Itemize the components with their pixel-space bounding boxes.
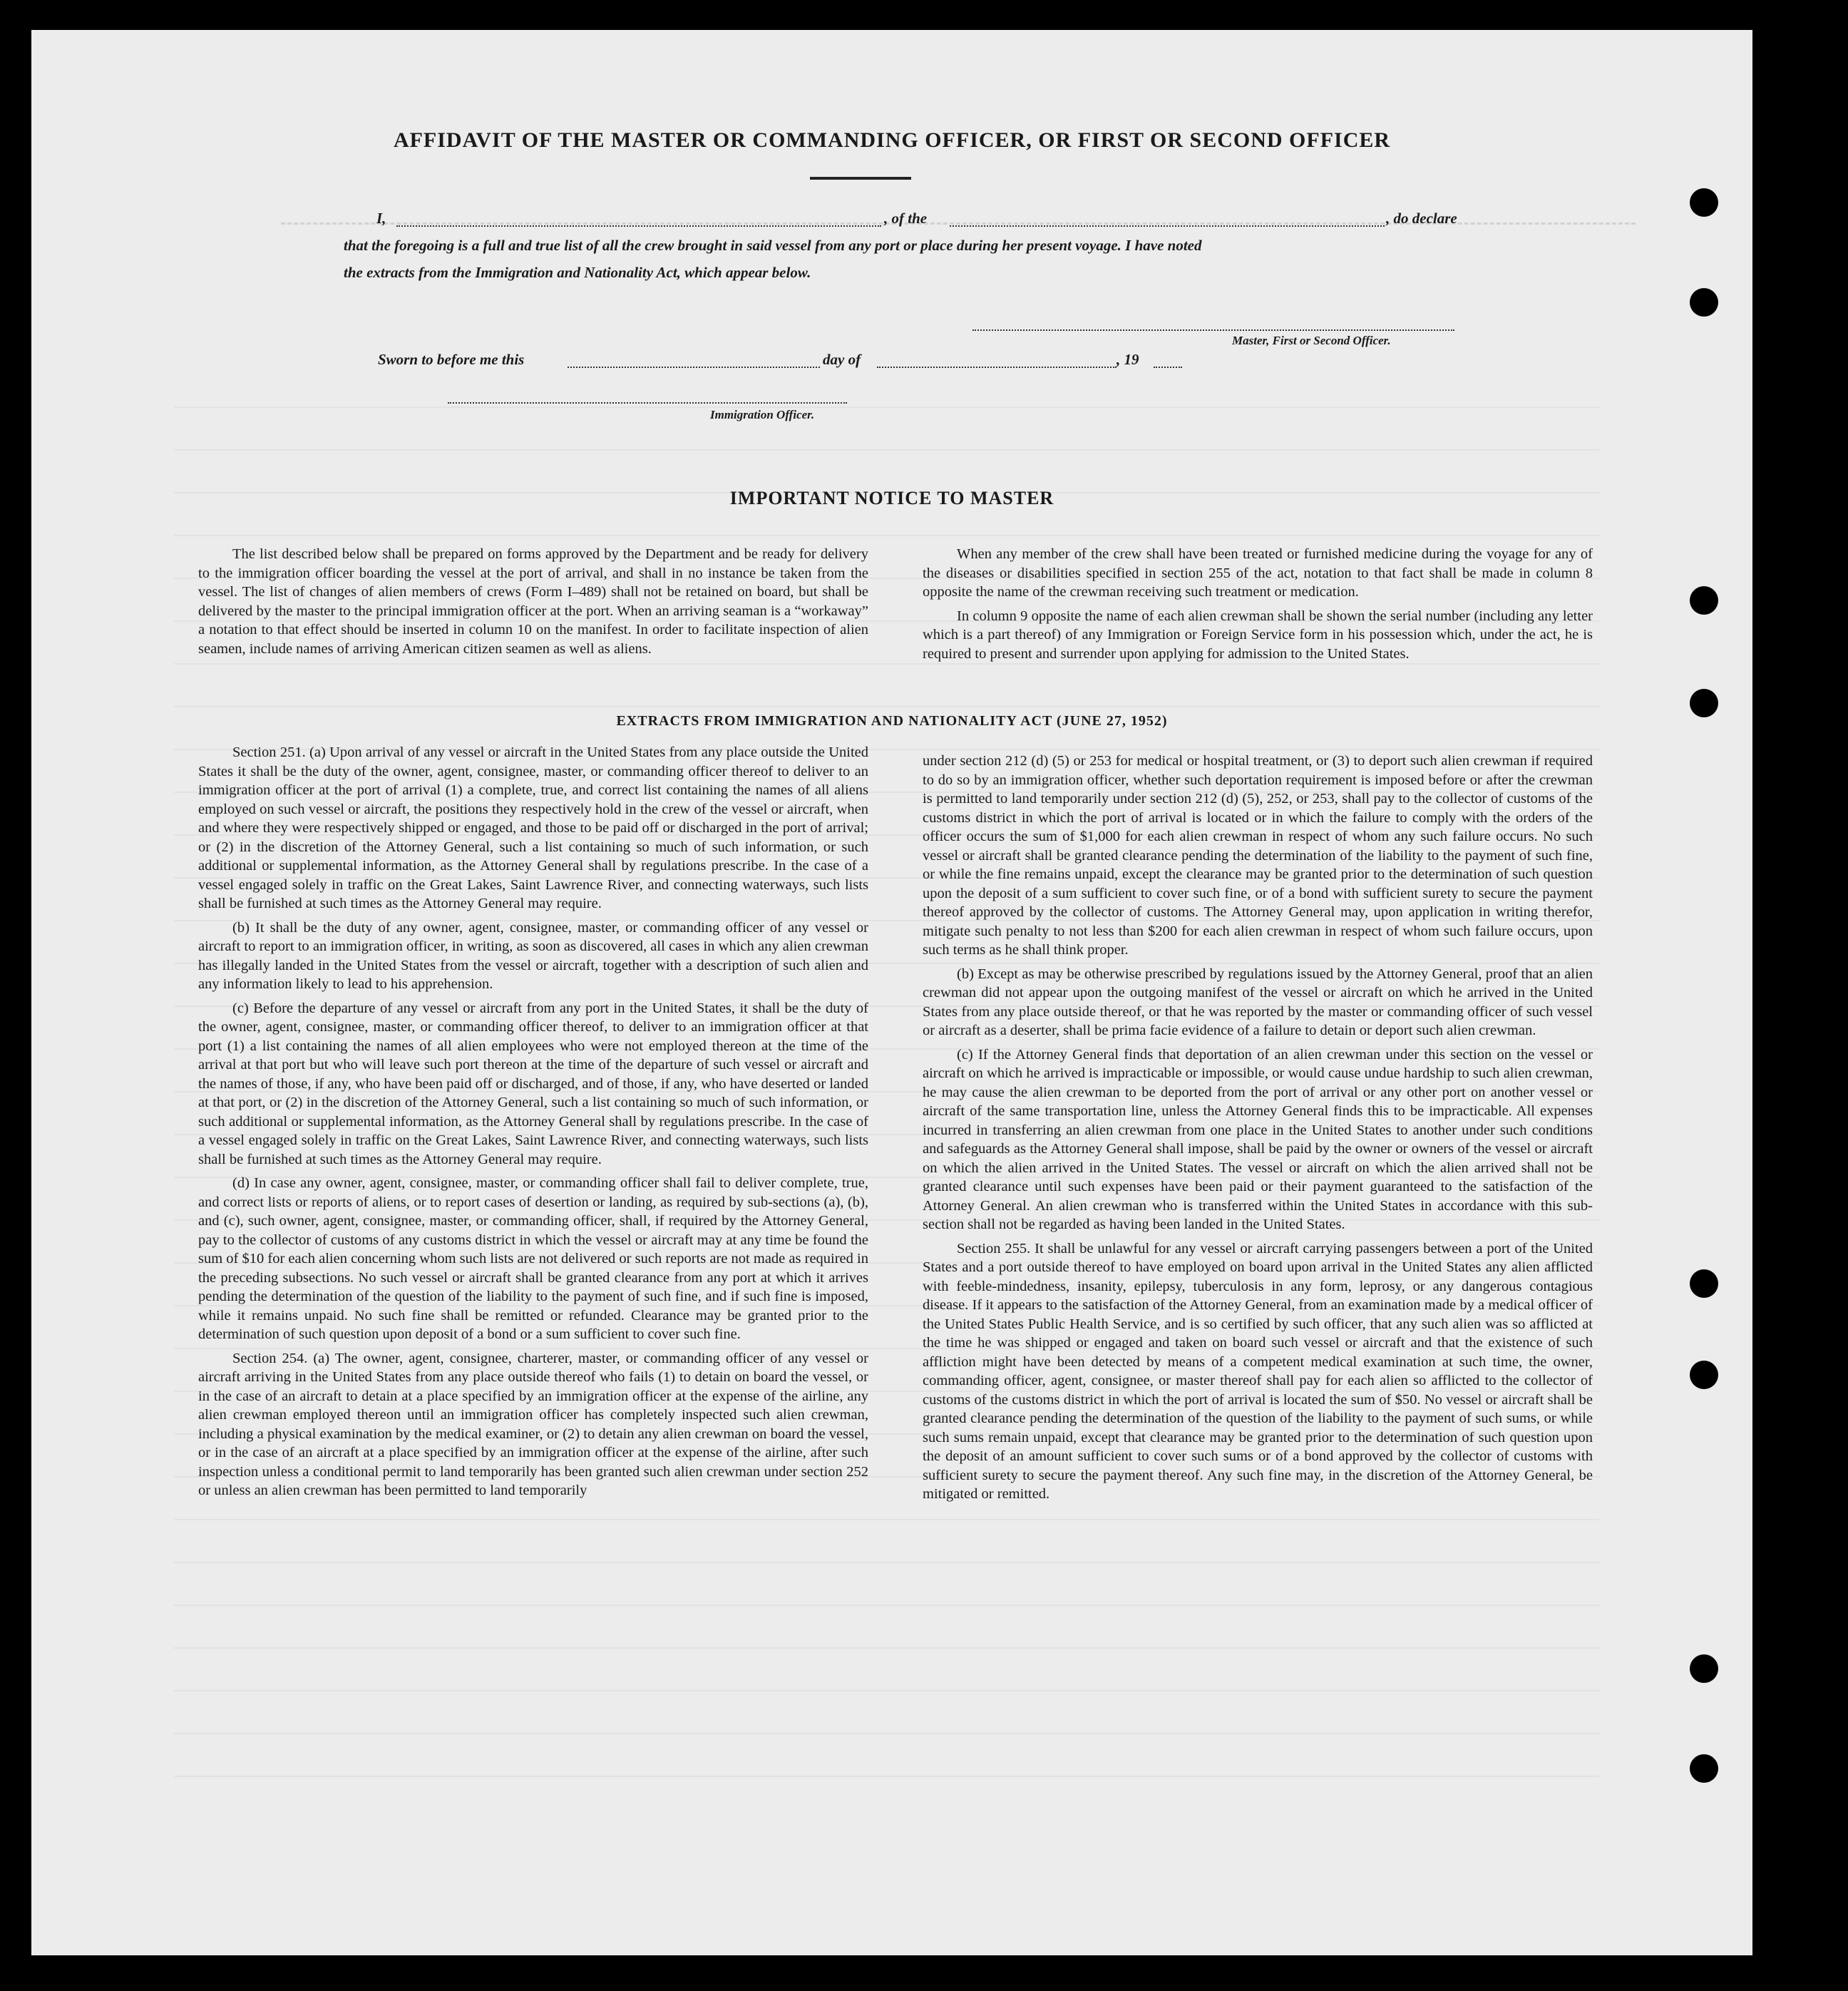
title-underline xyxy=(810,177,911,180)
extract-paragraph: Section 255. It shall be unlawful for any vessel or aircraft carrying passengers between a port of the United States and a port outside thereof to have employed on board upon arrival in the United States any alien afflicted with feeble-mindedness, insanity, epilepsy, tuberculosis in any form, leprosy, or any dangerous contagious disease. If it appears to the satisfaction of the Attorney General, from an examination made by a medical officer of the United States Public Health Service, and is so certified by such officer, that any such alien was so afflicted at the time he was shipped or engaged and taken on board such vessel or aircraft and that the existence of such affliction might have been detected by means of a competent medical examination at such time, the owner, commanding officer, agent, consignee, or master thereof shall pay for each alien so afflicted to the collector of customs of the customs district in which the port of arrival is located the sum of $50. No vessel or aircraft shall be granted clearance pending the determination of the question of the liability to the payment of such sums, or while such sums remain unpaid, except that clearance may be granted prior to the determination of such question upon the deposit of an amount sufficient to cover such sums or of a bond approved by the collector of customs with sufficient surety to secure the payment thereof. Any such fine may, in the discretion of the Attorney General, be mitigated or remitted. xyxy=(923,1240,1593,1502)
notice-title: IMPORTANT NOTICE TO MASTER xyxy=(729,488,1054,508)
extract-paragraph: (b) Except as may be otherwise prescribed by regulations issued by the Attorney General, proof that an alien crewman did not appear upon the outgoing manifest of the vessel or aircraft on which he arrived in the United States from any place outside thereof, or that he was reported by the master or commanding officer of such vessel or aircraft as a deserter, shall be prima facie evidence of a failure to detain or deport such alien crewman. xyxy=(923,966,1593,1038)
immigration-officer-label: Immigration Officer. xyxy=(710,408,815,421)
punch-hole xyxy=(1690,586,1718,615)
punch-hole xyxy=(1690,1654,1718,1683)
year-label: , 19 xyxy=(1116,351,1139,368)
notice-right-column xyxy=(923,545,1593,668)
notice-left-column xyxy=(198,545,868,663)
punch-hole xyxy=(1690,1269,1718,1298)
sworn-label: Sworn to before me this xyxy=(378,351,525,368)
declaration-line-2: the extracts from the Immigration and Nationality Act, which appear below. xyxy=(344,264,811,281)
extract-paragraph: (c) If the Attorney General finds that deportation of an alien crewman under this section on the vessel or aircraft on which he arrived is impracticable or impossible, or would cause undue hardship to such alien crewman, he may cause the alien crewman to be deported from the port of arrival or any other port on another vessel or aircraft of the same transportation line, unless the Attorney General finds this to be impracticable. All expenses incurred in transferring an alien crewman from one place in the United States to another under such conditions and safeguards as the Attorney General shall impose, shall be paid by the owner or owners of the vessel or aircraft on which the alien arrived in the United States. The vessel or aircraft on which the alien arrived shall not be granted clearance until such expenses have been paid or their payment guaranteed to the satisfaction of the Attorney General. An alien crewman who is transferred within the United States in accordance with this sub-section shall not be regarded as having been landed in the United States. xyxy=(923,1046,1593,1232)
declaration-line-1: that the foregoing is a full and true list of all the crew brought in said vessel from any port or place during her present voyage. I have noted xyxy=(344,237,1202,254)
notice-paragraph: The list described below shall be prepared on forms approved by the Department and be ready for delivery to the immigration officer boarding the vessel at the port of arrival, and shall in no instance be taken from the vessel. The list of changes of alien members of crews (Form I–489) shall not be retained on board, but shall be delivered by the master to the principal immigration officer at the port. When an arriving seaman is a “workaway” a notation to that effect should be inserted in column 10 on the manifest. In order to facilitate inspection of alien seamen, include names of arriving American citizen seamen as well as aliens. xyxy=(198,546,868,657)
extract-paragraph: Section 251. (a) Upon arrival of any vessel or aircraft in the United States from any place outside the United States it shall be the duty of the owner, agent, consignee, master, or commanding officer thereof to deliver to an immigration officer at the port of arrival (1) a complete, true, and correct list containing the names of all aliens employed on such vessel or aircraft, the positions they respectively hold in the crew of the vessel or aircraft, when and where they were respectively shipped or engaged, and those to be paid off or discharged in the port of arrival; or (2) in the discretion of the Attorney General, such a list containing so much of such information, or such additional or supplemental information, as the Attorney General shall by regulations prescribe. In the case of a vessel engaged solely in traffic on the Great Lakes, Saint Lawrence River, and connecting waterways, such lists shall be furnished at such times as the Attorney General may require. xyxy=(198,744,868,911)
extracts-left-column xyxy=(198,743,868,1505)
master-signature-label: Master, First or Second Officer. xyxy=(1232,334,1391,347)
extract-paragraph: (c) Before the departure of any vessel or aircraft from any port in the United States, it shall be the duty of the owner, agent, consignee, master, or commanding officer thereof, to deliver to an immigration officer at that port (1) a list containing the names of all alien employees who were not employed thereon at the time of the arrival at that port but who will leave such port thereon at the time of the departure of such vessel or aircraft and the names of those, if any, who have been paid off or discharged, and of those, if any, who have deserted or landed at that port, or (2) in the discretion of the Attorney General, such a list containing so much of such information, or such additional or supplemental information, as the Attorney General shall by regulations prescribe. In the case of a vessel engaged solely in traffic on the Great Lakes, Saint Lawrence River, and connecting waterways, such lists shall be furnished at such times as the Attorney General may require. xyxy=(198,1000,868,1167)
notice-paragraph: When any member of the crew shall have been treated or furnished medicine during the voyage for any of the diseases or disabilities specified in section 255 of the act, notation to that fact shall be made in column 8 opposite the name of the crewman receiving such treatment or medication. xyxy=(923,546,1593,600)
punch-hole xyxy=(1690,288,1718,317)
declarant-name-field[interactable] xyxy=(396,225,881,227)
of-the-label: , of the xyxy=(884,210,928,227)
sworn-month-field[interactable] xyxy=(877,367,1116,368)
extract-paragraph: (b) It shall be the duty of any owner, agent, consignee, master, or commanding officer of any vessel or aircraft to report to an immigration officer, in writing, as soon as discovered, all cases in which any alien crewman has illegally landed in the United States from the vessel or aircraft, together with a description of such alien and any information likely to lead to his apprehension. xyxy=(198,919,868,992)
sworn-day-field[interactable] xyxy=(568,367,820,368)
punch-hole xyxy=(1690,1754,1718,1783)
punch-hole xyxy=(1690,188,1718,217)
declarant-label: I, xyxy=(376,210,386,227)
master-signature-field[interactable] xyxy=(972,329,1454,331)
declare-label: , do declare xyxy=(1386,210,1457,227)
extract-paragraph: Section 254. (a) The owner, agent, consignee, charterer, master, or commanding officer of any vessel or aircraft arriving in the United States from any place outside thereof who fails (1) to detain on board the vessel, or in the case of an aircraft to detain at a place specified by an immigration officer at the expense of the airline, any alien crewman employed thereon until an immigration officer has completely inspected such alien crewman, including a physical examination by the medical examiner, or (2) to detain any alien crewman on board the vessel, or in the case of an aircraft at a place specified by an immigration officer at the expense of the airline, after such inspection unless a conditional permit to land temporarily has been granted such alien crewman under section 252 or unless an alien crewman has been permitted to land temporarily xyxy=(198,1350,868,1498)
vessel-name-field[interactable] xyxy=(950,225,1385,227)
extract-paragraph: under section 212 (d) (5) or 253 for medical or hospital treatment, or (3) to deport such alien crewman if required to do so by an immigration officer, whether such deportation requirement is imposed before or after the crewman is permitted to land temporarily under section 212 (d) (5), 252, or 253, shall pay to the collector of customs of the customs district in which the port of arrival is located or in which the failure to comply with the orders of the officer occurs the sum of $1,000 for each alien crewman in respect of whom any such failure occurs. No such vessel or aircraft shall be granted clearance pending the determination of the liability to the payment of such fine, or while the fine remains unpaid, except the clearance may be granted prior to the determination of such question upon the deposit of a sum sufficient to cover such fine, or of a bond with sufficient surety to secure the payment thereof approved by the collector of customs. The Attorney General may, upon application in writing therefor, mitigate such penalty to not less than $200 for each alien crewman in respect of whom such failure occurs, upon such terms as he shall think proper. xyxy=(923,753,1593,958)
day-of-label: day of xyxy=(823,351,861,368)
sworn-year-field[interactable] xyxy=(1154,367,1182,368)
affidavit-title: AFFIDAVIT OF THE MASTER OR COMMANDING OFFICER, OR FIRST OR SECOND OFFICER xyxy=(393,128,1391,152)
extracts-right-column xyxy=(923,752,1593,1509)
notice-paragraph: In column 9 opposite the name of each alien crewman shall be shown the serial number (including any letter which is a part thereof) of any Immigration or Foreign Service form in his possession which, under the act, he is required to present and surrender upon applying for admission to the United States. xyxy=(923,608,1593,662)
extracts-title: EXTRACTS FROM IMMIGRATION AND NATIONALITY ACT (JUNE 27, 1952) xyxy=(616,713,1168,729)
document-page xyxy=(31,30,1752,1955)
immigration-officer-signature-field[interactable] xyxy=(448,402,847,404)
punch-hole xyxy=(1690,1361,1718,1389)
extract-paragraph: (d) In case any owner, agent, consignee, master, or commanding officer shall fail to deliver complete, true, and correct lists or reports of aliens, or to report cases of desertion or landing, as required by sub-sections (a), (b), and (c), such owner, agent, consignee, master, or commanding officer, shall, if required by the Attorney General, pay to the collector of customs of any customs district in which the vessel or aircraft may at any time be found the sum of $10 for each alien concerning whom such lists are not delivered or such reports are not made as required in the preceding subsections. No such vessel or aircraft shall be granted clearance from any port at which it arrives pending the determination of the question of the liability to the payment of such fine, and if such fine is imposed, while it remains unpaid. No such fine shall be remitted or refunded. Clearance may be granted prior to the determination of such question upon deposit of a bond or a sum sufficient to cover such fine. xyxy=(198,1175,868,1342)
